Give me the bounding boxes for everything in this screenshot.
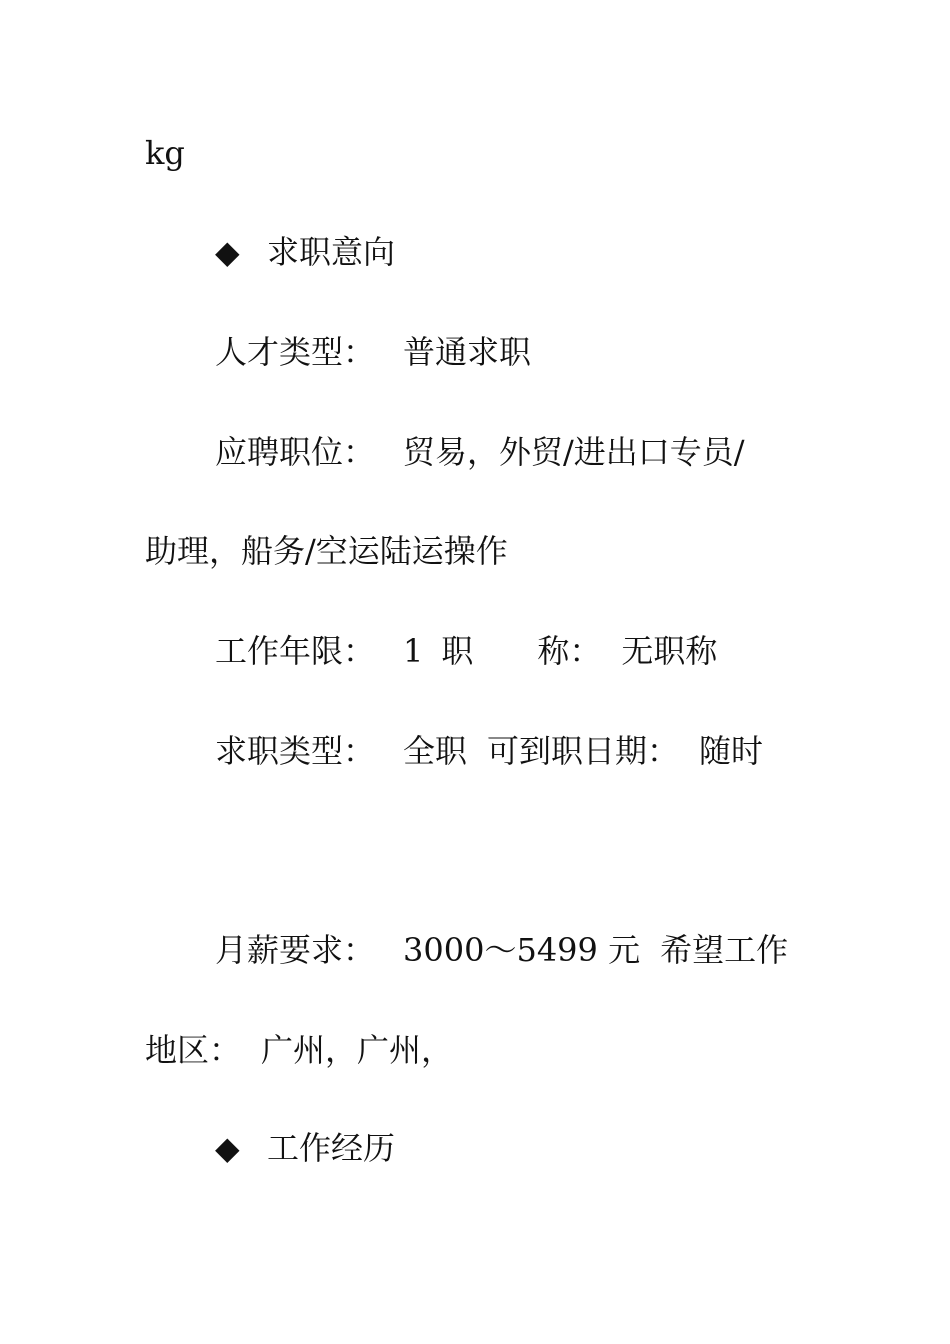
- job-type-label: 求职类型：: [215, 732, 376, 770]
- talent-type-label: 人才类型：: [215, 333, 376, 371]
- section-title: 工作经历: [267, 1129, 396, 1167]
- desired-area-label-continued: 地区：: [145, 1031, 242, 1069]
- diamond-bullet-icon: ◆: [215, 233, 240, 271]
- position-row: [215, 432, 895, 472]
- desired-area-label: 希望工作: [660, 931, 789, 969]
- section-title: 求职意向: [267, 233, 396, 271]
- work-years-row: [215, 631, 895, 671]
- job-type-value: 全职: [403, 732, 468, 770]
- salary-label: 月薪要求：: [215, 931, 376, 969]
- position-value-continued: 助理，船务/空运陆运操作: [145, 532, 508, 570]
- title-value: 无职称: [621, 632, 718, 670]
- available-date-label: 可到职日期：: [487, 732, 680, 770]
- section-job-intent-heading: [215, 232, 895, 272]
- position-label: 应聘职位：: [215, 433, 376, 471]
- section-work-history-heading: [215, 1128, 895, 1168]
- available-date-value: 随时: [699, 732, 764, 770]
- desired-area-row: [145, 1030, 825, 1070]
- salary-row: [215, 930, 895, 970]
- talent-type-row: [215, 332, 895, 372]
- salary-value: 3000～5499 元: [403, 931, 641, 969]
- work-years-label: 工作年限：: [215, 632, 376, 670]
- position-value: 贸易，外贸/进出口专员/: [403, 433, 745, 471]
- work-years-value: 1: [403, 632, 424, 670]
- diamond-bullet-icon: ◆: [215, 1129, 240, 1167]
- kg-fragment: kg: [145, 134, 185, 172]
- title-label: 职 称：: [441, 632, 602, 670]
- desired-area-value: 广州，广州，: [261, 1031, 454, 1069]
- job-type-row: [215, 731, 895, 771]
- talent-type-value: 普通求职: [403, 333, 532, 371]
- position-row-continued: [145, 531, 825, 571]
